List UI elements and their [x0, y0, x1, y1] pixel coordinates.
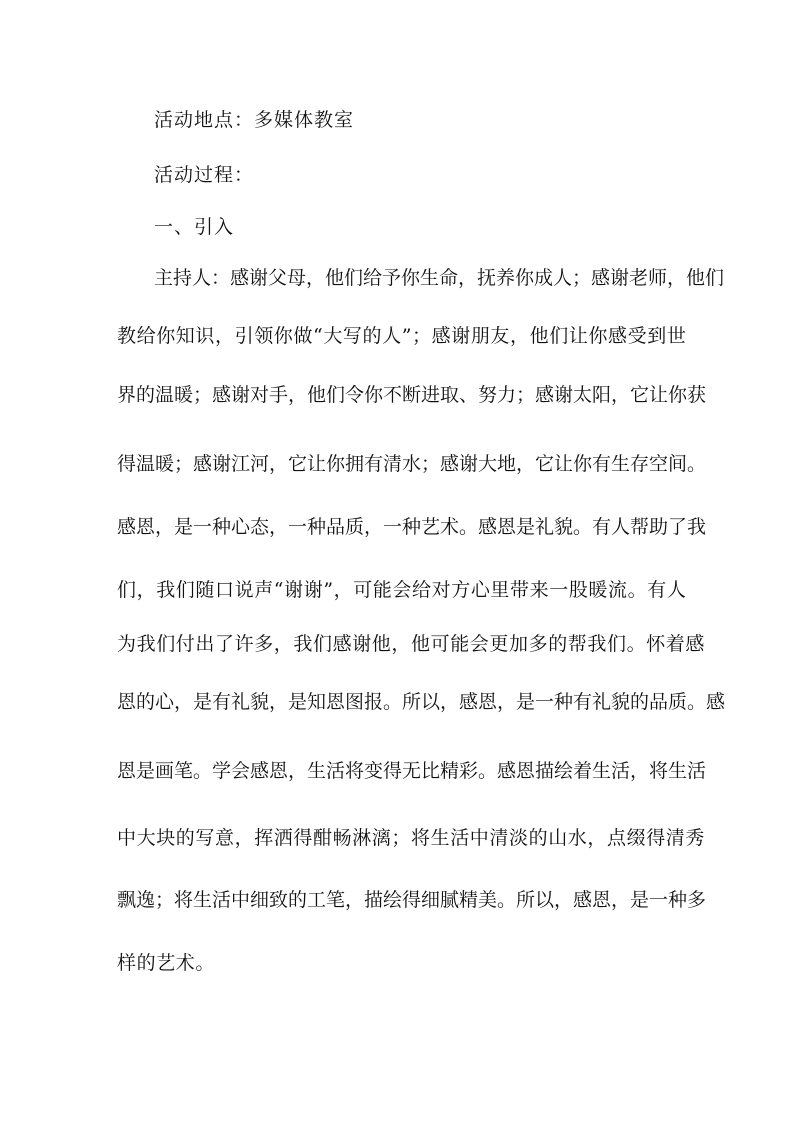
paragraph-line: 恩是画笔。学会感恩，生活将变得无比精彩。感恩描绘着生活，将生活 — [117, 760, 707, 782]
paragraph-line: 样的艺术。 — [117, 952, 216, 974]
paragraph-line: 界的温暖；感谢对手，他们令你不断进取、努力；感谢太阳，它让你获 — [117, 384, 707, 406]
paragraph-line: 为我们付出了许多，我们感谢他，他可能会更加多的帮我们。怀着感 — [117, 633, 706, 655]
paragraph-line: 教给你知识，引领你做“大写的人”；感谢朋友，他们让你感受到世 — [117, 325, 687, 347]
section-heading-intro: 一、引入 — [154, 216, 235, 238]
paragraph-line: 们，我们随口说声“谢谢”，可能会给对方心里带来一股暖流。有人 — [117, 579, 687, 601]
paragraph-line: 主持人：感谢父母，他们给予你生命，抚养你成人；感谢老师，他们 — [154, 267, 725, 289]
paragraph-line: 恩的心，是有礼貌，是知恩图报。所以，感恩，是一种有礼貌的品质。感 — [117, 691, 726, 713]
paragraph-line: 得温暖；感谢江河，它让你拥有清水；感谢大地，它让你有生存空间。 — [117, 453, 707, 475]
paragraph-line: 感恩，是一种心态，一种品质，一种艺术。感恩是礼貌。有人帮助了我 — [117, 516, 707, 538]
venue-line: 活动地点：多媒体教室 — [154, 109, 355, 131]
paragraph-line: 中大块的写意，挥洒得酣畅淋漓；将生活中清淡的山水，点缀得清秀 — [117, 827, 706, 849]
process-heading: 活动过程： — [154, 164, 255, 186]
paragraph-line: 飘逸；将生活中细致的工笔，描绘得细腻精美。所以，感恩，是一种多 — [117, 889, 707, 911]
